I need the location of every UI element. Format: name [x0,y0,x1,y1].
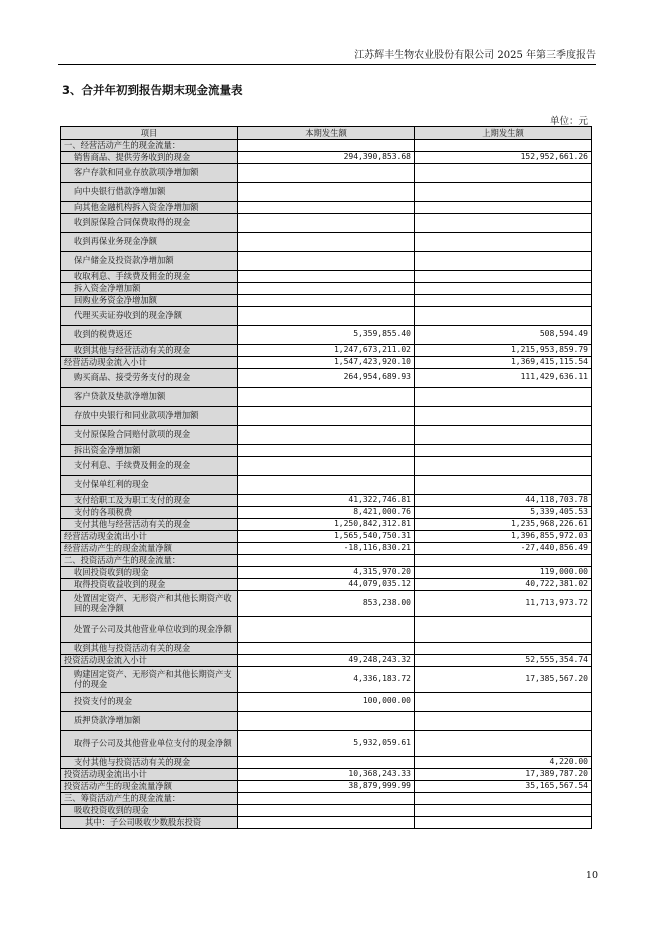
current-period-value: 5,359,855.40 [238,325,415,344]
prior-period-value [415,270,592,282]
row-label: 销售商品、提供劳务收到的现金 [61,151,238,163]
prior-period-value: 119,000.00 [415,566,592,578]
current-period-value [238,642,415,654]
row-label: 处置子公司及其他营业单位收到的现金净额 [61,616,238,642]
row-label: 经营活动现金流出小计 [61,530,238,542]
cash-flow-table [60,126,592,829]
prior-period-value: 17,389,787.20 [415,768,592,780]
table-row [61,356,592,368]
row-label: 支付给职工及为职工支付的现金 [61,494,238,506]
table-row [61,518,592,530]
current-period-value [238,140,415,152]
current-period-value [238,475,415,494]
prior-period-value [415,444,592,456]
prior-period-value: 1,235,968,226.61 [415,518,592,530]
prior-period-value [415,554,592,566]
row-label: 处置固定资产、无形资产和其他长期资产收回的现金净额 [61,590,238,616]
table-row [61,232,592,251]
current-period-value: 8,421,000.76 [238,506,415,518]
row-label: 二、投资活动产生的现金流量： [61,554,238,566]
current-period-value: -18,116,830.21 [238,542,415,554]
prior-period-value [415,692,592,711]
table-row [61,387,592,406]
row-label: 投资活动产生的现金流量净额 [61,780,238,792]
prior-period-value: 1,369,415,115.54 [415,356,592,368]
prior-period-value [415,642,592,654]
row-label: 向其他金融机构拆入资金净增加额 [61,201,238,213]
prior-period-value [415,816,592,828]
current-period-value [238,456,415,475]
current-period-value: 4,315,970.20 [238,566,415,578]
row-label: 吸收投资收到的现金 [61,804,238,816]
table-body [61,140,592,829]
prior-period-value: 44,118,703.78 [415,494,592,506]
row-label: 支付其他与经营活动有关的现金 [61,518,238,530]
row-label: 质押贷款净增加额 [61,711,238,730]
table-row [61,578,592,590]
row-label: 客户存款和同业存放款项净增加额 [61,163,238,182]
table-row [61,444,592,456]
current-period-value [238,163,415,182]
current-period-value [238,306,415,325]
table-row [61,282,592,294]
current-period-value: 264,954,689.93 [238,368,415,387]
current-period-value [238,425,415,444]
table-row [61,344,592,356]
table-row [61,804,592,816]
prior-period-value: 5,339,405.53 [415,506,592,518]
prior-period-value: 40,722,381.02 [415,578,592,590]
prior-period-value: 111,429,636.11 [415,368,592,387]
current-period-value [238,616,415,642]
prior-period-value [415,711,592,730]
current-period-value: 38,879,999.99 [238,780,415,792]
row-label: 收到再保业务现金净额 [61,232,238,251]
current-period-value [238,282,415,294]
current-period-value: 1,565,540,750.31 [238,530,415,542]
row-label: 支付的各项税费 [61,506,238,518]
current-period-value: 294,390,853.68 [238,151,415,163]
prior-period-value [415,406,592,425]
column-header-item: 项目 [61,127,238,140]
section-title: 3、合并年初到报告期末现金流量表 [62,83,243,97]
current-period-value: 49,248,243.32 [238,654,415,666]
current-period-value [238,270,415,282]
row-label: 客户贷款及垫款净增加额 [61,387,238,406]
current-period-value [238,756,415,768]
table-row [61,692,592,711]
row-label: 保户储金及投资款净增加额 [61,251,238,270]
row-label: 一、经营活动产生的现金流量： [61,140,238,152]
row-label: 其中：子公司吸收少数股东投资 [61,816,238,828]
table-row [61,151,592,163]
table-row [61,756,592,768]
table-row [61,425,592,444]
row-label: 支付其他与投资活动有关的现金 [61,756,238,768]
prior-period-value [415,201,592,213]
table-row [61,642,592,654]
prior-period-value [415,425,592,444]
table-row [61,566,592,578]
current-period-value [238,792,415,804]
table-row [61,730,592,756]
current-period-value [238,201,415,213]
table-row [61,306,592,325]
row-label: 收到其他与投资活动有关的现金 [61,642,238,654]
row-label: 拆出资金净增加额 [61,444,238,456]
table-row [61,368,592,387]
table-row [61,494,592,506]
prior-period-value [415,730,592,756]
prior-period-value [415,182,592,201]
row-label: 收取利息、手续费及佣金的现金 [61,270,238,282]
table-row [61,666,592,692]
current-period-value: 1,547,423,920.10 [238,356,415,368]
prior-period-value [415,387,592,406]
row-label: 支付利息、手续费及佣金的现金 [61,456,238,475]
current-period-value: 100,000.00 [238,692,415,711]
current-period-value: 1,247,673,211.02 [238,344,415,356]
current-period-value [238,213,415,232]
table-row [61,554,592,566]
prior-period-value: 508,594.49 [415,325,592,344]
current-period-value: 5,932,059.61 [238,730,415,756]
currency-unit: 单位：元 [549,116,588,127]
current-period-value [238,711,415,730]
prior-period-value [415,140,592,152]
prior-period-value [415,282,592,294]
table-row [61,654,592,666]
row-label: 拆入资金净增加额 [61,282,238,294]
current-period-value [238,554,415,566]
table-row [61,780,592,792]
table-row [61,213,592,232]
row-label: 向中央银行借款净增加额 [61,182,238,201]
table-row [61,542,592,554]
row-label: 经营活动现金流入小计 [61,356,238,368]
row-label: 支付原保险合同赔付款项的现金 [61,425,238,444]
row-label: 取得子公司及其他营业单位支付的现金净额 [61,730,238,756]
prior-period-value [415,163,592,182]
current-period-value: 1,250,842,312.81 [238,518,415,530]
table-row [61,816,592,828]
table-row [61,616,592,642]
prior-period-value: 152,952,661.26 [415,151,592,163]
table-row [61,792,592,804]
row-label: 经营活动产生的现金流量净额 [61,542,238,554]
current-period-value: 41,322,746.81 [238,494,415,506]
table-row [61,294,592,306]
table-row [61,475,592,494]
current-period-value: 4,336,183.72 [238,666,415,692]
current-period-value [238,251,415,270]
table-row [61,768,592,780]
table-row [61,163,592,182]
prior-period-value: 4,220.00 [415,756,592,768]
report-title: 江苏辉丰生物农业股份有限公司 2025 年第三季度报告 [354,50,596,61]
prior-period-value [415,232,592,251]
prior-period-value [415,804,592,816]
table-row [61,711,592,730]
row-label: 收到其他与经营活动有关的现金 [61,344,238,356]
prior-period-value [415,294,592,306]
row-label: 投资活动现金流入小计 [61,654,238,666]
prior-period-value [415,792,592,804]
prior-period-value [415,456,592,475]
row-label: 投资支付的现金 [61,692,238,711]
table-row [61,201,592,213]
current-period-value [238,406,415,425]
prior-period-value [415,306,592,325]
row-label: 三、筹资活动产生的现金流量： [61,792,238,804]
current-period-value: 10,368,243.33 [238,768,415,780]
row-label: 购建固定资产、无形资产和其他长期资产支付的现金 [61,666,238,692]
column-header-current: 本期发生额 [238,127,415,140]
table-row [61,406,592,425]
prior-period-value: 1,215,953,859.79 [415,344,592,356]
row-label: 投资活动现金流出小计 [61,768,238,780]
row-label: 回购业务资金净增加额 [61,294,238,306]
current-period-value [238,387,415,406]
page-header [58,50,596,65]
column-header-previous: 上期发生额 [415,127,592,140]
table-row [61,590,592,616]
table-row [61,506,592,518]
table-row [61,182,592,201]
prior-period-value: 17,385,567.20 [415,666,592,692]
current-period-value [238,444,415,456]
table-row [61,530,592,542]
current-period-value: 853,238.00 [238,590,415,616]
row-label: 收回投资收到的现金 [61,566,238,578]
row-label: 购买商品、接受劳务支付的现金 [61,368,238,387]
row-label: 收到的税费返还 [61,325,238,344]
row-label: 代理买卖证券收到的现金净额 [61,306,238,325]
current-period-value [238,804,415,816]
table-header-row [61,127,592,140]
prior-period-value [415,251,592,270]
prior-period-value: 11,713,973.72 [415,590,592,616]
table-row [61,251,592,270]
table-row [61,140,592,152]
current-period-value [238,294,415,306]
table-row [61,456,592,475]
row-label: 收到原保险合同保费取得的现金 [61,213,238,232]
prior-period-value [415,616,592,642]
row-label: 支付保单红利的现金 [61,475,238,494]
current-period-value: 44,079,035.12 [238,578,415,590]
current-period-value [238,182,415,201]
row-label: 存放中央银行和同业款项净增加额 [61,406,238,425]
row-label: 取得投资收益收到的现金 [61,578,238,590]
prior-period-value [415,475,592,494]
table-row [61,270,592,282]
prior-period-value: 35,165,567.54 [415,780,592,792]
page-number: 10 [585,870,598,881]
table-row [61,325,592,344]
prior-period-value: 52,555,354.74 [415,654,592,666]
current-period-value [238,232,415,251]
prior-period-value: 1,396,855,972.03 [415,530,592,542]
prior-period-value: -27,440,856.49 [415,542,592,554]
prior-period-value [415,213,592,232]
current-period-value [238,816,415,828]
